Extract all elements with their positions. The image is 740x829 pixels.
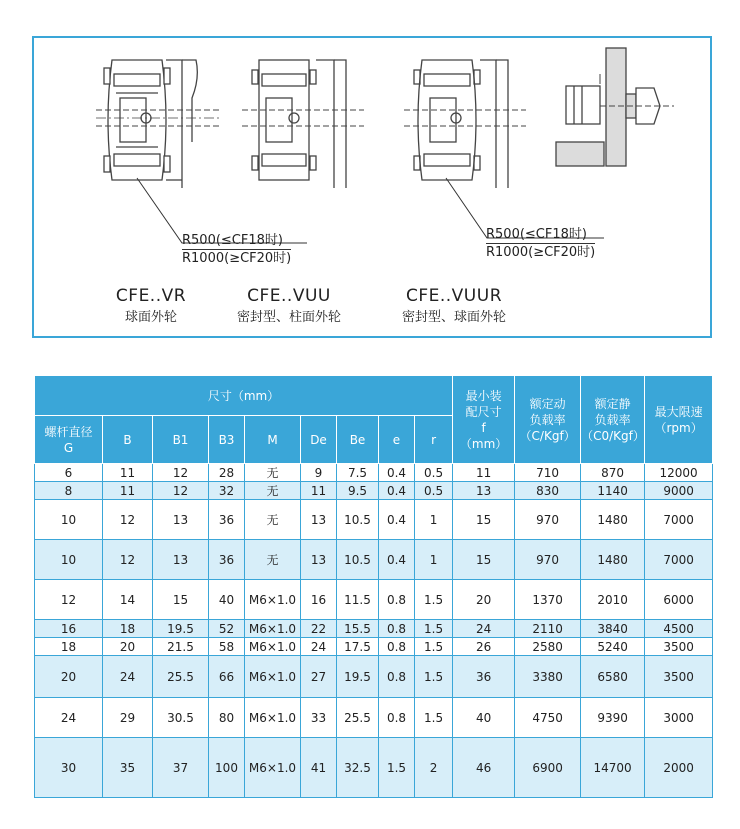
- table-cell: 24: [35, 698, 103, 738]
- table-cell: 6900: [515, 738, 581, 798]
- table-cell: 无: [245, 540, 301, 580]
- table-cell: 0.4: [379, 482, 415, 500]
- table-cell: 6: [35, 464, 103, 482]
- table-cell: 14: [103, 580, 153, 620]
- table-cell: 30.5: [153, 698, 209, 738]
- header-r: r: [415, 416, 453, 464]
- table-cell: 2580: [515, 638, 581, 656]
- header-b1: B1: [153, 416, 209, 464]
- table-cell: 无: [245, 500, 301, 540]
- header-be: Be: [337, 416, 379, 464]
- table-cell: 13: [453, 482, 515, 500]
- table-cell: M6×1.0: [245, 738, 301, 798]
- label-vuur-desc: 密封型、球面外轮: [401, 310, 506, 326]
- table-cell: 25.5: [337, 698, 379, 738]
- label-vuu-desc: 密封型、柱面外轮: [236, 310, 341, 326]
- table-cell: 20: [35, 656, 103, 698]
- label-vuu: [224, 286, 354, 326]
- table-cell: 3500: [645, 656, 713, 698]
- table-cell: 16: [35, 620, 103, 638]
- table-cell: 0.4: [379, 500, 415, 540]
- table-cell: 8: [35, 482, 103, 500]
- table-cell: 24: [103, 656, 153, 698]
- table-cell: 0.4: [379, 464, 415, 482]
- table-cell: 58: [209, 638, 245, 656]
- table-cell: 19.5: [153, 620, 209, 638]
- table-cell: 870: [581, 464, 645, 482]
- table-cell: 13: [301, 500, 337, 540]
- table-cell: 无: [245, 482, 301, 500]
- header-b3: B3: [209, 416, 245, 464]
- table-cell: 24: [453, 620, 515, 638]
- table-cell: 3000: [645, 698, 713, 738]
- table-cell: 1.5: [415, 656, 453, 698]
- table-cell: 18: [35, 638, 103, 656]
- table-cell: M6×1.0: [245, 580, 301, 620]
- table-cell: 46: [453, 738, 515, 798]
- table-cell: 12000: [645, 464, 713, 482]
- table-cell: 11: [453, 464, 515, 482]
- table-cell: 52: [209, 620, 245, 638]
- table-cell: 21.5: [153, 638, 209, 656]
- table-cell: 14700: [581, 738, 645, 798]
- table-cell: 3380: [515, 656, 581, 698]
- table-cell: 10.5: [337, 540, 379, 580]
- table-cell: 9: [301, 464, 337, 482]
- table-cell: 1.5: [415, 580, 453, 620]
- table-cell: 4500: [645, 620, 713, 638]
- header-b: B: [103, 416, 153, 464]
- table-row: [35, 482, 713, 500]
- table-row: [35, 698, 713, 738]
- table-cell: 1.5: [379, 738, 415, 798]
- table-cell: 40: [209, 580, 245, 620]
- table-cell: 1370: [515, 580, 581, 620]
- table-row: [35, 638, 713, 656]
- table-cell: 36: [453, 656, 515, 698]
- table-cell: 970: [515, 500, 581, 540]
- table-cell: 11.5: [337, 580, 379, 620]
- table-cell: 3500: [645, 638, 713, 656]
- radius-note-right-line1: R500(≤CF18时): [486, 227, 587, 242]
- table-cell: M6×1.0: [245, 698, 301, 738]
- table-cell: 1: [415, 540, 453, 580]
- table-cell: 1.5: [415, 638, 453, 656]
- table-cell: 13: [301, 540, 337, 580]
- table-cell: 3840: [581, 620, 645, 638]
- table-cell: 0.8: [379, 620, 415, 638]
- table-cell: 12: [103, 500, 153, 540]
- table-cell: 18: [103, 620, 153, 638]
- label-vuur-code: CFE..VUUR: [405, 286, 503, 306]
- label-vuur: [384, 286, 524, 326]
- header-c0: 额定静 负载率 （C0/Kgf）: [581, 376, 645, 464]
- header-e: e: [379, 416, 415, 464]
- table-cell: 6580: [581, 656, 645, 698]
- table-cell: 1: [415, 500, 453, 540]
- table-cell: 25.5: [153, 656, 209, 698]
- label-vr-desc: 球面外轮: [124, 310, 177, 326]
- header-f: 最小装 配尺寸 f （mm）: [453, 376, 515, 464]
- drawing-panel: [32, 36, 712, 338]
- table-cell: 11: [301, 482, 337, 500]
- radius-note-left-line2: R1000(≥CF20时): [182, 251, 292, 266]
- table-cell: 7000: [645, 540, 713, 580]
- table-cell: 0.4: [379, 540, 415, 580]
- table-cell: 22: [301, 620, 337, 638]
- table-cell: 12: [103, 540, 153, 580]
- table-row: [35, 656, 713, 698]
- table-cell: 10.5: [337, 500, 379, 540]
- header-g: 螺杆直径 G: [35, 416, 103, 464]
- table-cell: 1140: [581, 482, 645, 500]
- table-cell: 41: [301, 738, 337, 798]
- table-cell: 9390: [581, 698, 645, 738]
- spec-table-body: [35, 464, 713, 798]
- table-cell: 970: [515, 540, 581, 580]
- header-c: 额定动 负载率 （C/Kgf）: [515, 376, 581, 464]
- table-cell: 66: [209, 656, 245, 698]
- table-cell: 710: [515, 464, 581, 482]
- table-row: [35, 620, 713, 638]
- table-cell: 35: [103, 738, 153, 798]
- table-cell: 37: [153, 738, 209, 798]
- table-cell: 10: [35, 500, 103, 540]
- table-cell: 36: [209, 500, 245, 540]
- table-cell: 15: [453, 500, 515, 540]
- table-cell: 0.5: [415, 464, 453, 482]
- table-cell: 12: [153, 464, 209, 482]
- spec-table: [34, 375, 713, 798]
- table-cell: 830: [515, 482, 581, 500]
- table-cell: 1.5: [415, 620, 453, 638]
- table-cell: 40: [453, 698, 515, 738]
- table-cell: 2: [415, 738, 453, 798]
- label-vr-code: CFE..VR: [115, 286, 187, 306]
- table-cell: M6×1.0: [245, 656, 301, 698]
- table-cell: 2010: [581, 580, 645, 620]
- header-m: M: [245, 416, 301, 464]
- radius-note-left: [182, 232, 291, 267]
- radius-note-left-line1: R500(≤CF18时): [182, 233, 283, 248]
- table-cell: 2110: [515, 620, 581, 638]
- table-cell: 20: [103, 638, 153, 656]
- table-cell: 12: [153, 482, 209, 500]
- group-header: 尺寸（mm）: [35, 376, 453, 416]
- radius-note-right-line2: R1000(≥CF20时): [486, 245, 596, 260]
- table-cell: 100: [209, 738, 245, 798]
- table-cell: 0.5: [415, 482, 453, 500]
- table-cell: 1480: [581, 500, 645, 540]
- label-vuu-code: CFE..VUU: [247, 286, 331, 306]
- table-cell: 4750: [515, 698, 581, 738]
- table-cell: M6×1.0: [245, 620, 301, 638]
- table-cell: 7000: [645, 500, 713, 540]
- table-cell: 16: [301, 580, 337, 620]
- table-cell: 20: [453, 580, 515, 620]
- table-cell: M6×1.0: [245, 638, 301, 656]
- table-row: [35, 540, 713, 580]
- table-cell: 11: [103, 482, 153, 500]
- bearing-drawing-vuur: [404, 60, 526, 188]
- bearing-drawing-vr: [96, 60, 220, 188]
- table-cell: 13: [153, 540, 209, 580]
- table-cell: 30: [35, 738, 103, 798]
- table-cell: 27: [301, 656, 337, 698]
- table-cell: 0.8: [379, 638, 415, 656]
- table-cell: 33: [301, 698, 337, 738]
- table-cell: 15: [453, 540, 515, 580]
- table-cell: 19.5: [337, 656, 379, 698]
- table-cell: 0.8: [379, 656, 415, 698]
- table-cell: 28: [209, 464, 245, 482]
- table-cell: 无: [245, 464, 301, 482]
- table-row: [35, 738, 713, 798]
- table-cell: 5240: [581, 638, 645, 656]
- table-cell: 15.5: [337, 620, 379, 638]
- mounting-drawing: [556, 48, 674, 166]
- table-cell: 32.5: [337, 738, 379, 798]
- table-row: [35, 580, 713, 620]
- table-cell: 2000: [645, 738, 713, 798]
- table-cell: 0.8: [379, 698, 415, 738]
- table-cell: 1480: [581, 540, 645, 580]
- radius-note-right: [486, 226, 595, 261]
- table-row: [35, 464, 713, 482]
- table-cell: 24: [301, 638, 337, 656]
- label-vr: [96, 286, 206, 326]
- table-cell: 10: [35, 540, 103, 580]
- table-cell: 29: [103, 698, 153, 738]
- table-cell: 36: [209, 540, 245, 580]
- table-cell: 1.5: [415, 698, 453, 738]
- table-cell: 13: [153, 500, 209, 540]
- table-cell: 32: [209, 482, 245, 500]
- table-cell: 9000: [645, 482, 713, 500]
- table-cell: 7.5: [337, 464, 379, 482]
- table-cell: 6000: [645, 580, 713, 620]
- table-cell: 15: [153, 580, 209, 620]
- table-cell: 12: [35, 580, 103, 620]
- table-cell: 26: [453, 638, 515, 656]
- table-row: [35, 500, 713, 540]
- table-cell: 9.5: [337, 482, 379, 500]
- table-cell: 17.5: [337, 638, 379, 656]
- bearing-drawing-vuu: [242, 60, 364, 188]
- table-cell: 11: [103, 464, 153, 482]
- table-cell: 80: [209, 698, 245, 738]
- header-rpm: 最大限速 （rpm）: [645, 376, 713, 464]
- header-de: De: [301, 416, 337, 464]
- table-cell: 0.8: [379, 580, 415, 620]
